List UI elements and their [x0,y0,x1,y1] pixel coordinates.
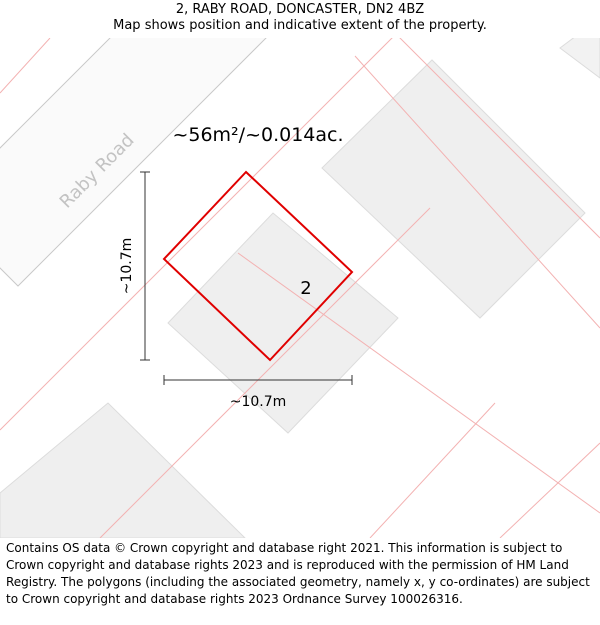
vertical-dimension-label: ~10.7m [119,237,135,295]
attribution-text: Contains OS data © Crown copyright and database right 2021. This information is subject to Crown copyright and database rights 2023 and is reproduced with the permission of HM Land Registry. The polygons (including the associated geometry, namely x, y co-ordinates) are subject to Crown copyright and database rights 2023 Ordnance Survey 100026316. [6,541,590,606]
map-subtitle: Map shows position and indicative extent of the property. [113,18,487,33]
property-map[interactable] [0,38,600,538]
road-name-label: Raby Road [55,129,139,213]
area-label: ~56m²/~0.014ac. [172,124,344,146]
map-header [0,0,600,34]
property-number-label: 2 [300,278,312,299]
property-address-title: 2, RABY ROAD, DONCASTER, DN2 4BZ [175,2,425,17]
horizontal-dimension-label: ~10.7m [229,394,287,410]
